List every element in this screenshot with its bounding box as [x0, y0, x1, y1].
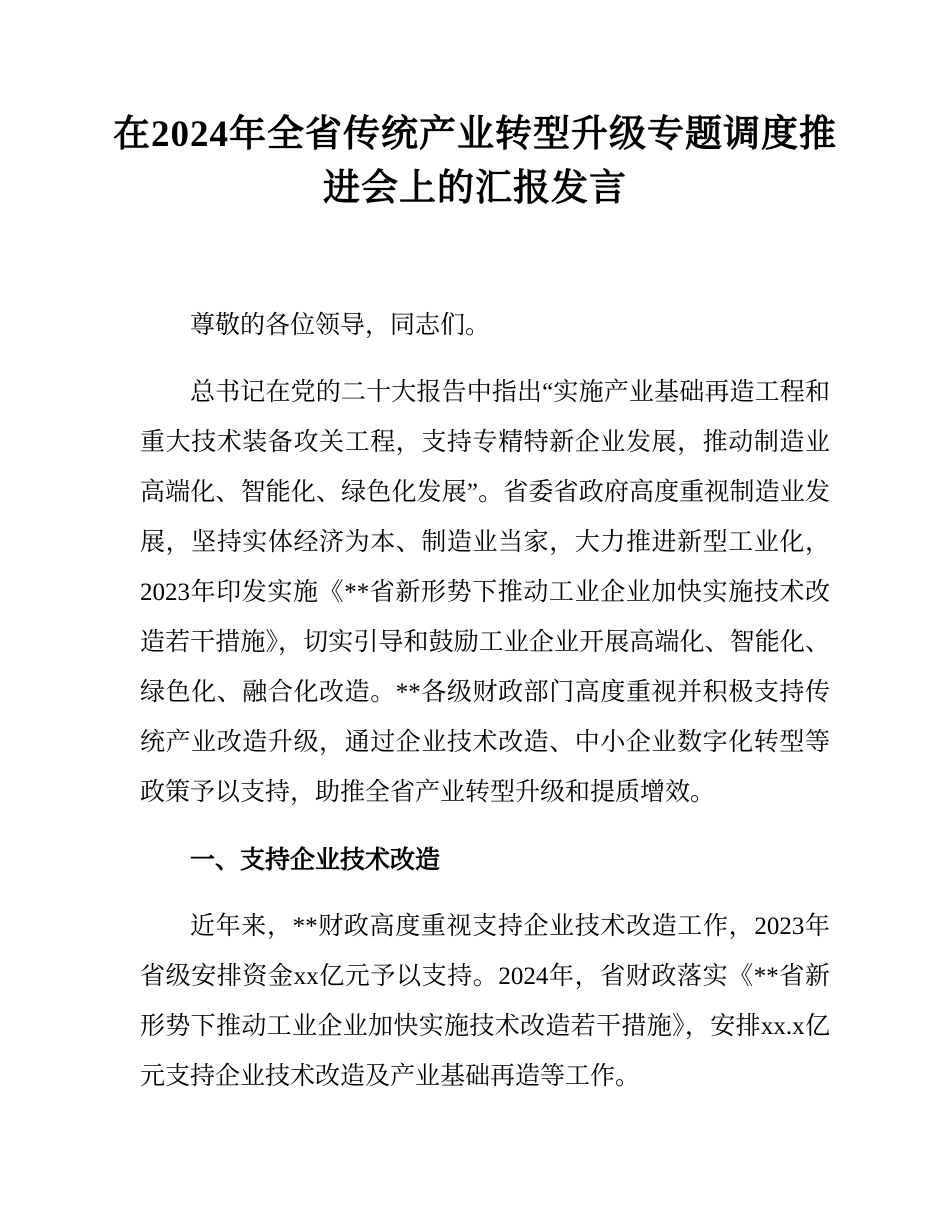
paragraph: 总书记在党的二十大报告中指出“实施产业基础再造工程和重大技术装备攻关工程，支持专精特新企业发展，推动制造业高端化、智能化、绿色化发展”。省委省政府高度重视制造业发展，坚持实体经济为本、制造业当家，大力推进新型工业化，2023年印发实施《**省新形势下推动工业企业加快实施技术改造若干措施》，切实引导和鼓励工业企业开展高端化、智能化、绿色化、融合化改造。**各级财政部门高度重视并积极支持传统产业改造升级，通过企业技术改造、中小企业数字化转型等政策予以支持，助推全省产业转型升级和提质增效。: [140, 379, 830, 806]
document-title: 在2024年全省传统产业转型升级专题调度推进会上的汇报发言: [113, 114, 837, 209]
section-heading: 一、支持企业技术改造: [190, 846, 441, 874]
paragraph: 尊敬的各位领导，同志们。: [190, 312, 491, 339]
document-body: [140, 301, 830, 1102]
paragraph: 近年来，**财政高度重视支持企业技术改造工作，2023年省级安排资金xx亿元予以支持。2024年，省财政落实《**省新形势下推动工业企业加快实施技术改造若干措施》，安排xx.x亿元支持企业技术改造及产业基础再造等工作。: [140, 913, 830, 1090]
